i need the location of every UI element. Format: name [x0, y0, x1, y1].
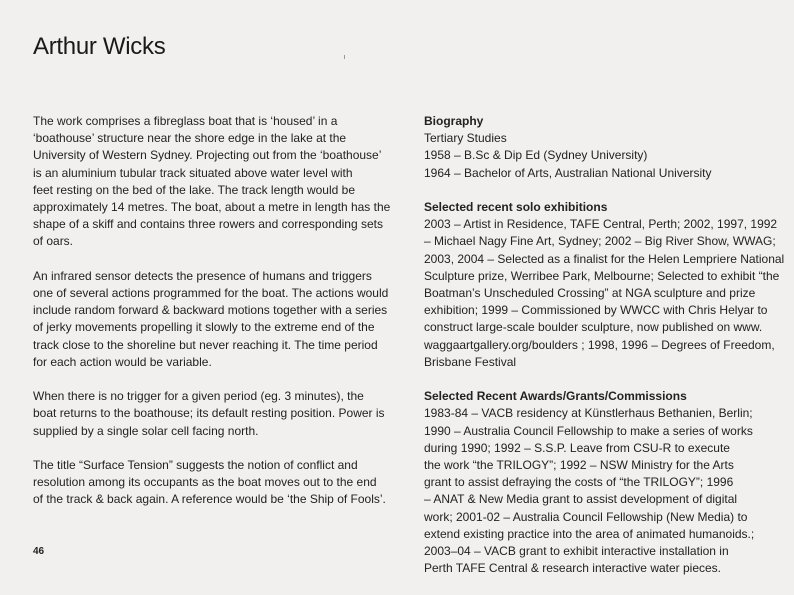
text-line: Tertiary Studies	[424, 131, 507, 146]
text-line: approximately 14 metres. The boat, about a metre in length has the	[33, 200, 391, 215]
text-line: of jerky movements propelling it slowly to the extreme end of the	[33, 320, 375, 335]
text-line: of the track & back again. A reference would be ‘the Ship of Fools’.	[33, 492, 386, 507]
text-line: is an aluminium tubular track situated above water level with	[33, 165, 353, 180]
bio-column	[424, 113, 786, 595]
text-line: 1990 – Australia Council Fellowship to make a series of works	[424, 423, 753, 438]
text-line: ‘boathouse’ structure near the shore edge in the lake at the	[33, 131, 347, 146]
text-line: during 1990; 1992 – S.S.P. Leave from CSU-R to execute	[424, 440, 730, 455]
biography-section	[424, 113, 786, 182]
text-line: Sculpture prize, Werribee Park, Melbourne; Selected to exhibit “the	[424, 268, 780, 283]
text-line: for each action would be variable.	[33, 354, 212, 369]
description-paragraph	[33, 457, 403, 509]
text-line: the work “the TRILOGY”; 1992 – NSW Ministry for the Arts	[424, 458, 734, 473]
text-line: feet resting on the bed of the lake. The track length would be	[33, 182, 355, 197]
text-line: exhibition; 1999 – Commissioned by WWCC with Chris Helyar to	[424, 303, 768, 318]
page-title: Arthur Wicks	[33, 33, 166, 60]
text-line: construct large-scale boulder sculpture, now published on www.	[424, 320, 763, 335]
text-line: Boatman’s Unscheduled Crossing” at NGA sculpture and prize	[424, 286, 756, 301]
section-heading: Selected Recent Awards/Grants/Commissions	[424, 389, 687, 404]
text-line: supplied by a single solar cell facing north.	[33, 423, 259, 438]
text-line: – Michael Nagy Fine Art, Sydney; 2002 – Big River Show, WWAG;	[424, 234, 776, 249]
text-line: University of Western Sydney. Projecting out from the ‘boathouse’	[33, 148, 382, 163]
text-line: resolution among its occupants as the boat moves out to the end	[33, 475, 377, 490]
section-heading: Biography	[424, 114, 484, 128]
text-line: When there is no trigger for a given period (eg. 3 minutes), the	[33, 389, 364, 404]
description-paragraph	[33, 388, 403, 440]
text-line: shape of a skiff and contains three rowers and corresponding sets	[33, 217, 383, 232]
stray-mark	[344, 55, 345, 59]
text-line: include random forward & backward motions together with a series	[33, 303, 388, 318]
text-line: track close to the shoreline but never reaching it. The time period	[33, 337, 378, 352]
text-line: work; 2001-02 – Australia Council Fellowship (New Media) to	[424, 509, 748, 524]
text-line: 2003–04 – VACB grant to exhibit interactive installation in	[424, 544, 729, 559]
text-line: waggaartgallery.org/boulders ; 1998, 1996 – Degrees of Freedom,	[424, 337, 775, 352]
text-line: 1958 – B.Sc & Dip Ed (Sydney University)	[424, 148, 648, 163]
text-line: The title “Surface Tension” suggests the notion of conflict and	[33, 458, 358, 473]
text-line: 2003 – Artist in Residence, TAFE Central, Perth; 2002, 1997, 1992	[424, 217, 778, 232]
text-line: of oars.	[33, 234, 74, 249]
text-line: Perth TAFE Central & research interactive water pieces.	[424, 561, 722, 576]
text-line: Brisbane Festival	[424, 354, 517, 369]
text-line: one of several actions programmed for the boat. The actions would	[33, 286, 389, 301]
text-line: – ANAT & New Media grant to assist development of digital	[424, 492, 738, 507]
description-paragraph	[33, 268, 403, 371]
solo-exhibitions-section	[424, 199, 786, 371]
text-line: extend existing practice into the area of animated humanoids.;	[424, 526, 755, 541]
text-line: An infrared sensor detects the presence of humans and triggers	[33, 268, 372, 283]
description-paragraph	[33, 113, 403, 251]
text-line: 1964 – Bachelor of Arts, Australian National University	[424, 165, 712, 180]
text-line: 1983-84 – VACB residency at Künstlerhaus Bethanien, Berlin;	[424, 406, 753, 421]
text-line: The work comprises a fibreglass boat that is ‘housed’ in a	[33, 114, 338, 128]
description-column	[33, 113, 403, 526]
page-number: 46	[33, 546, 45, 557]
section-heading: Selected recent solo exhibitions	[424, 200, 608, 214]
text-line: boat returns to the boathouse; its default resting position. Power is	[33, 406, 385, 421]
awards-section	[424, 388, 786, 577]
text-line: 2003, 2004 – Selected as a finalist for the Helen Lempriere National	[424, 251, 785, 266]
text-line: grant to assist defraying the costs of “the TRILOGY”; 1996	[424, 475, 734, 490]
